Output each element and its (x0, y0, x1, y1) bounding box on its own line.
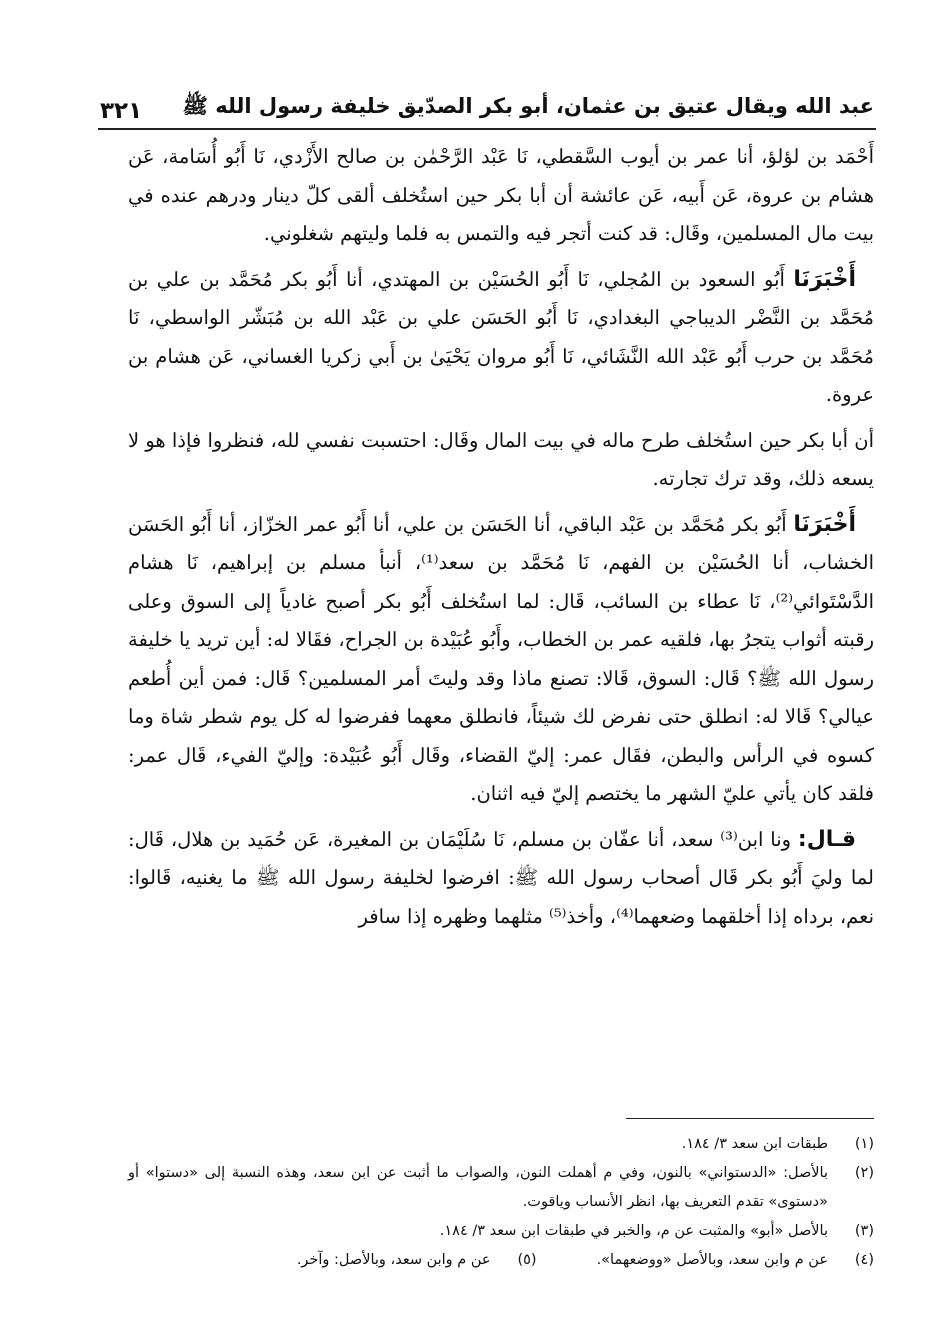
footnote-text: بالأصل «أبو» والمثبت عن م، والخبر في طبقات ابن سعد ٣/ ١٨٤. (439, 1223, 828, 1239)
footnote-number: (٥) (517, 1252, 537, 1268)
footnote-divider (626, 1118, 874, 1119)
footnote-3 (128, 1217, 874, 1246)
footnote-number: (٢) (854, 1165, 874, 1181)
footnote-text: طبقات ابن سعد ٣/ ١٨٤. (681, 1136, 828, 1152)
paragraph-text: أَبُو بكر مُحَمَّد بن عَبْد الباقي، أنا الحَسَن بن علي، أنا أَبُو عمر الخزّاز، أنا أَبُو الحَسَن الخشاب، أنا الحُسَيْن بن الفهم، نَا مُحَمَّد بن سعد⁽¹⁾، أنبأ مسلم بن إبراهيم، نَا هشام الدَّسْتَوائي⁽²⁾، نَا عطاء بن السائب، قَال: لما استُخلف أَبُو بكر أصبح غادياً إلى السوق وعلى رقبته أثواب يتجرُ بها، فلقيه عمر بن الخطاب، وأَبُو عُبَيْدة بن الجراح، فقَالا له: أين تريد يا خليفة رسول الله ﷺ؟ قَال: السوق، قَالا: تصنع ماذا وقد وليتَ أمر المسلمين؟ قَال: فمن أين أُطعم عيالي؟ قَالا له: انطلق حتى نفرض لك شيئاً، فانطلق معهما ففرضوا له كل يوم شطر شاة وما كسوه في الرأس والبطن، فقَال عمر: إليّ القضاء، وقَال أَبُو عُبَيْدة: وإليّ الفيء، قَال عمر: فلقد كان يأتي عليّ الشهر ما يختصم إليّ فيه اثنان. (128, 512, 874, 805)
footnote-text: عن م وابن سعد، وبالأصل «ووضعهما». (596, 1252, 828, 1268)
paragraph-3 (128, 422, 874, 499)
footnote-2 (128, 1159, 874, 1217)
footnote-1 (128, 1130, 874, 1159)
paragraph-text: أن أبا بكر حين استُخلف طرح ماله في بيت المال وقَال: احتسبت نفسي لله، فنظروا فإذا هو لا يسعه ذلك، وقد ترك تجارته. (128, 428, 874, 490)
paragraph-text: ونا ابن⁽³⁾ سعد، أنا عفّان بن مسلم، نَا سُلَيْمَان بن المغيرة، عَن حُمَيد بن هلال، قَال: لما وليَ أَبُو بكر قَال أصحاب رسول الله ﷺ: افرضوا لخليفة رسول الله ﷺ ما يغنيه، قَالوا: نعم، برداه إذا أخلقهما وضعهما⁽⁴⁾، وأخذ⁽⁵⁾ مثلهما وظهره إذا سافر (128, 827, 874, 928)
footnote-number: (٣) (854, 1223, 874, 1239)
running-header-title: عبد الله ويقال عتيق بن عثمان، أبو بكر الصدّيق خليفة رسول الله ﷺ (182, 94, 874, 118)
paragraph-text: أَبُو السعود بن المُجلي، نَا أَبُو الحُسَيْن بن المهتدي، أنا أَبُو بكر مُحَمَّد بن علي بن مُحَمَّد بن النَّضْر الديباجي البغدادي، نَا أَبُو الحَسَن علي بن عَبْد الله بن مُبَشّر الواسطي، نَا مُحَمَّد بن حرب أَبُو عَبْد الله النَّشَائي، نَا أَبُو مروان يَحْيَىٰ بن أَبي زكريا الغساني، عَن هشام بن عروة. (128, 267, 874, 406)
footnote-number: (٤) (854, 1252, 874, 1268)
header-divider (98, 128, 876, 130)
paragraph-lead-word: أَخْبَرَنَا (793, 511, 856, 537)
paragraph-4 (128, 506, 874, 814)
paragraph-5 (128, 821, 874, 937)
paragraph-2 (128, 261, 874, 415)
footnote-number: (١) (854, 1136, 874, 1152)
running-header (100, 84, 874, 128)
paragraph-text: أَحْمَد بن لؤلؤ، أنا عمر بن أيوب السَّقطي، نَا عَبْد الرَّحْمٰن بن صالح الأَزْدي، نَا أَبُو أُسَامة، عَن هشام بن عروة، عَن أَبيه، عَن عائشة أن أبا بكر حين استُخلف ألقى كلّ دينار ودرهم عنده في بيت مال المسلمين، وقَال: قد كنت أتجر فيه والتمس به فلما وليتهم شغلوني. (128, 145, 874, 245)
main-text (128, 138, 874, 943)
paragraph-lead-word: قـال: (797, 826, 856, 852)
footnotes (128, 1130, 874, 1275)
page-number: ٣٢١ (100, 98, 143, 124)
footnote-text: بالأصل: «الدستواني» بالنون، وفي م أهملت النون، والصواب ما أثبت عن ابن سعد، وهذه النسبة إلى «دستوا» أو «دستوى» تقدم التعريف بها، انظر الأنساب وياقوت. (128, 1165, 828, 1210)
footnote-text: عن م وابن سعد، وبالأصل: وآخر. (296, 1252, 491, 1268)
paragraph-1 (128, 138, 874, 254)
paragraph-lead-word: أَخْبَرَنَا (793, 266, 856, 292)
footnote-row-4-5 (128, 1246, 874, 1275)
